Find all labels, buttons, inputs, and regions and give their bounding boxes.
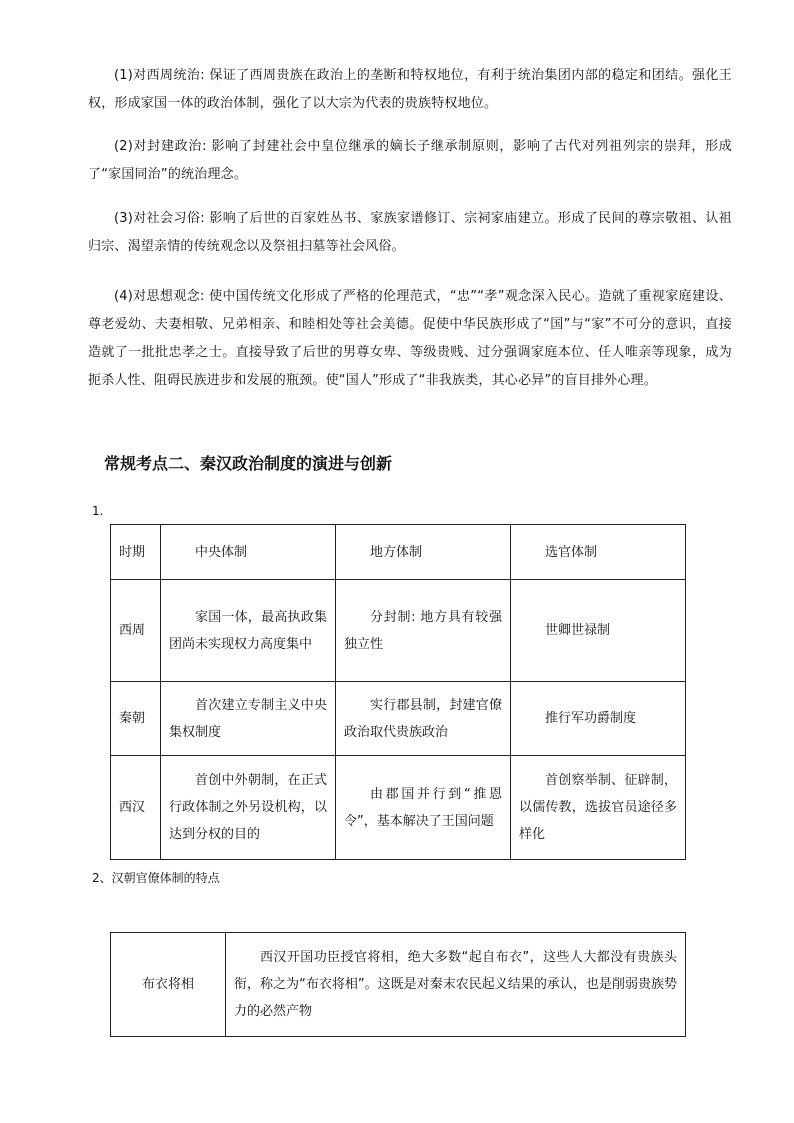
table-cell: 首创察举制、征辟制，以儒传教，选拔官员途径多样化: [511, 756, 686, 860]
table-cell: 推行军功爵制度: [511, 682, 686, 756]
table-cell: 实行郡县制，封建官僚政治取代贵族政治: [336, 682, 511, 756]
table-row: [111, 580, 686, 682]
paragraph-influence-social-customs: (3)对社会习俗: 影响了后世的百家姓丛书、家族家谱修订、宗祠家庙建立。形成了民间的尊宗敬祖、认祖归宗、渴望亲情的传统观念以及祭祖扫墓等社会风俗。: [88, 211, 732, 254]
table-cell: 由郡国并行到“推恩令”，基本解决了王国问题: [336, 756, 511, 860]
table-cell: 布衣将相: [111, 933, 226, 1037]
section-title: 常规考点二、秦汉政治制度的演进与创新: [104, 454, 393, 473]
political-system-table: [110, 524, 686, 860]
table-cell: 分封制: 地方具有较强独立性: [336, 580, 511, 682]
paragraph-influence-western-zhou: (1)对西周统治: 保证了西周贵族在政治上的垄断和特权地位，有利于统治集团内部的稳定和团结。强化王权，形成家国一体的政治体制，强化了以大宗为代表的贵族特权地位。: [88, 68, 732, 111]
table-cell: 秦朝: [111, 682, 161, 756]
table-row: [111, 682, 686, 756]
paragraph-influence-feudal-politics: (2)对封建政治: 影响了封建社会中皇位继承的嫡长子继承制原则，影响了古代对列祖列宗的崇拜，形成了“家国同治”的统治理念。: [88, 139, 732, 182]
table-row: [111, 933, 686, 1037]
table-cell: 首次建立专制主义中央集权制度: [161, 682, 336, 756]
header-cell-period: 时期: [111, 525, 161, 580]
table-cell: 世卿世禄制: [511, 580, 686, 682]
header-cell-official-selection: 选官体制: [511, 525, 686, 580]
header-cell-central: 中央体制: [161, 525, 336, 580]
table-header-row: [111, 525, 686, 580]
item-1-label: 1.: [92, 504, 104, 518]
han-bureaucracy-table: [110, 932, 686, 1037]
table-cell: 家国一体，最高执政集团尚未实现权力高度集中: [161, 580, 336, 682]
table-cell: 西汉开国功臣授官将相，绝大多数“起自布衣”，这些人大都没有贵族头衔，称之为“布衣将相”。这既是对秦末农民起义结果的承认，也是削弱贵族势力的必然产物: [226, 933, 686, 1037]
table-cell: 西汉: [111, 756, 161, 860]
item-2-label: 2、汉朝官僚体制的特点: [92, 871, 220, 885]
header-cell-local: 地方体制: [336, 525, 511, 580]
table-cell: 首创中外朝制，在正式行政体制之外另设机构，以达到分权的目的: [161, 756, 336, 860]
paragraph-influence-thought: (4)对思想观念: 使中国传统文化形成了严格的伦理范式，“忠”“孝”观念深入民心。造就了重视家庭建设、尊老爱幼、夫妻相敬、兄弟相亲、和睦相处等社会美德。促使中华民族形成了“国”与“家”不可分的意识，直接造就了一批批忠孝之士。直接导致了后世的男尊女卑、等级贵贱、过分强调家庭本位、任人唯亲等现象，成为扼杀人性、阻碍民族进步和发展的瓶颈。使“国人”形成了“非我族类，其心必异”的盲目排外心理。: [88, 289, 732, 388]
table-row: [111, 756, 686, 860]
table-cell: 西周: [111, 580, 161, 682]
